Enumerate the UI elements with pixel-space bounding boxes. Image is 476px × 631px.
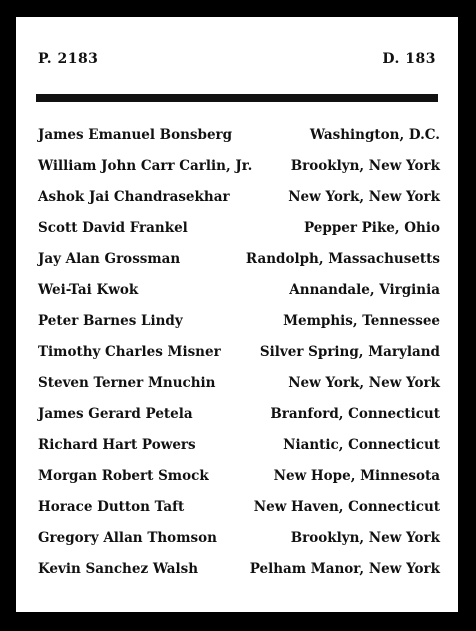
list-item (38, 559, 440, 590)
list-item (38, 218, 440, 249)
entry-name: Ashok Jai Chandrasekhar (38, 189, 230, 205)
list-item (38, 125, 440, 156)
entry-name: Richard Hart Powers (38, 437, 196, 453)
entry-name: Peter Barnes Lindy (38, 313, 183, 329)
entry-name: Kevin Sanchez Walsh (38, 561, 199, 577)
list-item (38, 342, 440, 373)
list-item (38, 373, 440, 404)
entry-place: Randolph, Massachusetts (245, 251, 440, 267)
entry-place: New Hope, Minnesota (273, 468, 440, 484)
entry-place: Washington, D.C. (309, 127, 440, 143)
entry-name: James Gerard Petela (38, 406, 193, 422)
list-item (38, 311, 440, 342)
list-item (38, 497, 440, 528)
entry-place: New Haven, Connecticut (253, 499, 440, 515)
entry-place: Pelham Manor, New York (249, 561, 440, 577)
document-sheet (16, 17, 458, 612)
entry-place: Silver Spring, Maryland (259, 344, 440, 360)
entry-place: Brooklyn, New York (290, 158, 440, 174)
list-item (38, 187, 440, 218)
list-item (38, 249, 440, 280)
list-item (38, 280, 440, 311)
entry-place: Brooklyn, New York (290, 530, 440, 546)
entry-name: Horace Dutton Taft (38, 499, 185, 515)
entry-place: Memphis, Tennessee (283, 313, 440, 329)
entry-place: Niantic, Connecticut (283, 437, 440, 453)
entry-name: Jay Alan Grossman (38, 251, 181, 267)
list-item (38, 404, 440, 435)
entry-name: Wei-Tai Kwok (38, 282, 139, 298)
entry-name: Scott David Frankel (38, 220, 188, 236)
list-item (38, 528, 440, 559)
entry-name: William John Carr Carlin, Jr. (38, 158, 253, 174)
entry-list (38, 125, 440, 590)
header-rule (36, 94, 438, 102)
list-item (38, 435, 440, 466)
entry-name: Morgan Robert Smock (38, 468, 209, 484)
entry-place: New York, New York (288, 375, 440, 391)
entry-name: Steven Terner Mnuchin (38, 375, 216, 391)
page-number-right: D. 183 (382, 51, 436, 67)
list-item (38, 156, 440, 187)
entry-place: New York, New York (288, 189, 440, 205)
entry-name: James Emanuel Bonsberg (38, 127, 233, 143)
page-number-left: P. 2183 (38, 51, 99, 67)
entry-place: Branford, Connecticut (270, 406, 440, 422)
entry-name: Timothy Charles Misner (38, 344, 221, 360)
entry-name: Gregory Allan Thomson (38, 530, 217, 546)
list-item (38, 466, 440, 497)
entry-place: Pepper Pike, Ohio (304, 220, 440, 236)
entry-place: Annandale, Virginia (289, 282, 440, 298)
